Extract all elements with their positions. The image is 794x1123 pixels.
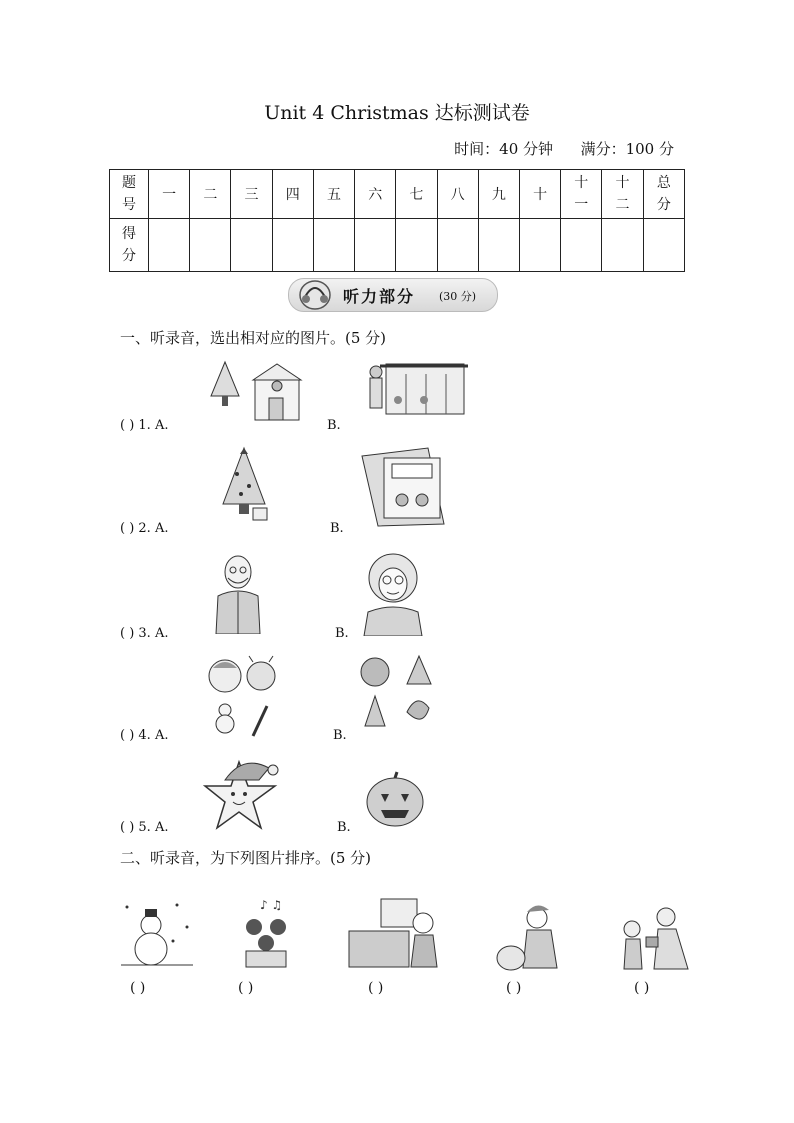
exam-meta bbox=[454, 138, 674, 159]
question-2-label: ( ) 2. A. bbox=[120, 521, 169, 536]
school-gate-icon[interactable] bbox=[356, 356, 468, 426]
children-singing-icon[interactable] bbox=[240, 895, 298, 971]
santa-with-presents-icon[interactable] bbox=[345, 895, 441, 971]
col-10: 十 bbox=[519, 170, 560, 219]
question-5-b: B. bbox=[337, 820, 351, 835]
col-2: 二 bbox=[190, 170, 231, 219]
col-12: 十二 bbox=[602, 170, 643, 219]
question-1-label: ( ) 1. A. bbox=[120, 418, 169, 433]
cookies-icon[interactable] bbox=[355, 652, 439, 738]
score-cell[interactable] bbox=[602, 219, 643, 272]
score-label: 得分 bbox=[110, 219, 149, 272]
score-cell[interactable] bbox=[519, 219, 560, 272]
pumpkin-lantern-icon[interactable] bbox=[365, 770, 425, 830]
question-1-b: B. bbox=[327, 418, 341, 433]
listening-banner bbox=[288, 278, 498, 312]
col-total: 总分 bbox=[643, 170, 684, 219]
score-cell[interactable] bbox=[396, 219, 437, 272]
grandmother-icon[interactable] bbox=[360, 552, 426, 636]
question-4-label: ( ) 4. A. bbox=[120, 728, 169, 743]
col-4: 四 bbox=[272, 170, 313, 219]
col-6: 六 bbox=[355, 170, 396, 219]
col-9: 九 bbox=[478, 170, 519, 219]
order-paren-4[interactable]: ( ) bbox=[506, 980, 522, 996]
col-3: 三 bbox=[231, 170, 272, 219]
score-cell[interactable] bbox=[149, 219, 190, 272]
header-label: 题号 bbox=[110, 170, 149, 219]
score-cell[interactable] bbox=[478, 219, 519, 272]
santa-sack-icon[interactable] bbox=[493, 900, 565, 972]
col-8: 八 bbox=[437, 170, 478, 219]
grandfather-icon[interactable] bbox=[210, 550, 266, 634]
score-cell[interactable] bbox=[313, 219, 354, 272]
section2-title: 二、听录音，为下列图片排序。(5 分) bbox=[120, 849, 372, 867]
christmas-tree-icon[interactable] bbox=[215, 444, 273, 528]
col-5: 五 bbox=[313, 170, 354, 219]
giving-gift-icon[interactable] bbox=[618, 905, 692, 971]
exam-full-score: 满分：100 分 bbox=[580, 140, 674, 158]
score-cell[interactable] bbox=[437, 219, 478, 272]
snowman-icon[interactable] bbox=[117, 897, 195, 971]
col-1: 一 bbox=[149, 170, 190, 219]
svg-text:♪ ♫: ♪ ♫ bbox=[260, 898, 283, 912]
score-cell[interactable] bbox=[272, 219, 313, 272]
question-3-label: ( ) 3. A. bbox=[120, 626, 169, 641]
score-cell[interactable] bbox=[561, 219, 602, 272]
question-5-label: ( ) 5. A. bbox=[120, 820, 169, 835]
score-cell[interactable] bbox=[355, 219, 396, 272]
section1-title: 一、听录音，选出相对应的图片。(5 分) bbox=[120, 329, 387, 347]
order-paren-1[interactable]: ( ) bbox=[130, 980, 146, 996]
score-cell[interactable] bbox=[190, 219, 231, 272]
exam-time: 时间：40 分钟 bbox=[454, 140, 554, 158]
question-3-b: B. bbox=[335, 626, 349, 641]
question-4-b: B. bbox=[333, 728, 347, 743]
col-7: 七 bbox=[396, 170, 437, 219]
score-table bbox=[109, 169, 685, 272]
christmas-tree-and-house-icon[interactable] bbox=[207, 356, 305, 426]
christmas-card-icon[interactable] bbox=[358, 446, 450, 528]
score-cell[interactable] bbox=[231, 219, 272, 272]
order-paren-5[interactable]: ( ) bbox=[634, 980, 650, 996]
order-paren-3[interactable]: ( ) bbox=[368, 980, 384, 996]
order-paren-2[interactable]: ( ) bbox=[238, 980, 254, 996]
star-with-hat-icon[interactable] bbox=[203, 754, 283, 832]
score-cell[interactable] bbox=[643, 219, 684, 272]
banner-score: (30 分) bbox=[439, 290, 477, 303]
col-11: 十一 bbox=[561, 170, 602, 219]
banner-text: 听力部分 bbox=[343, 287, 416, 306]
headphone-icon bbox=[295, 277, 335, 313]
question-2-b: B. bbox=[330, 521, 344, 536]
page-title: Unit 4 Christmas 达标测试卷 bbox=[264, 102, 530, 124]
christmas-decorations-icon[interactable] bbox=[205, 654, 277, 738]
